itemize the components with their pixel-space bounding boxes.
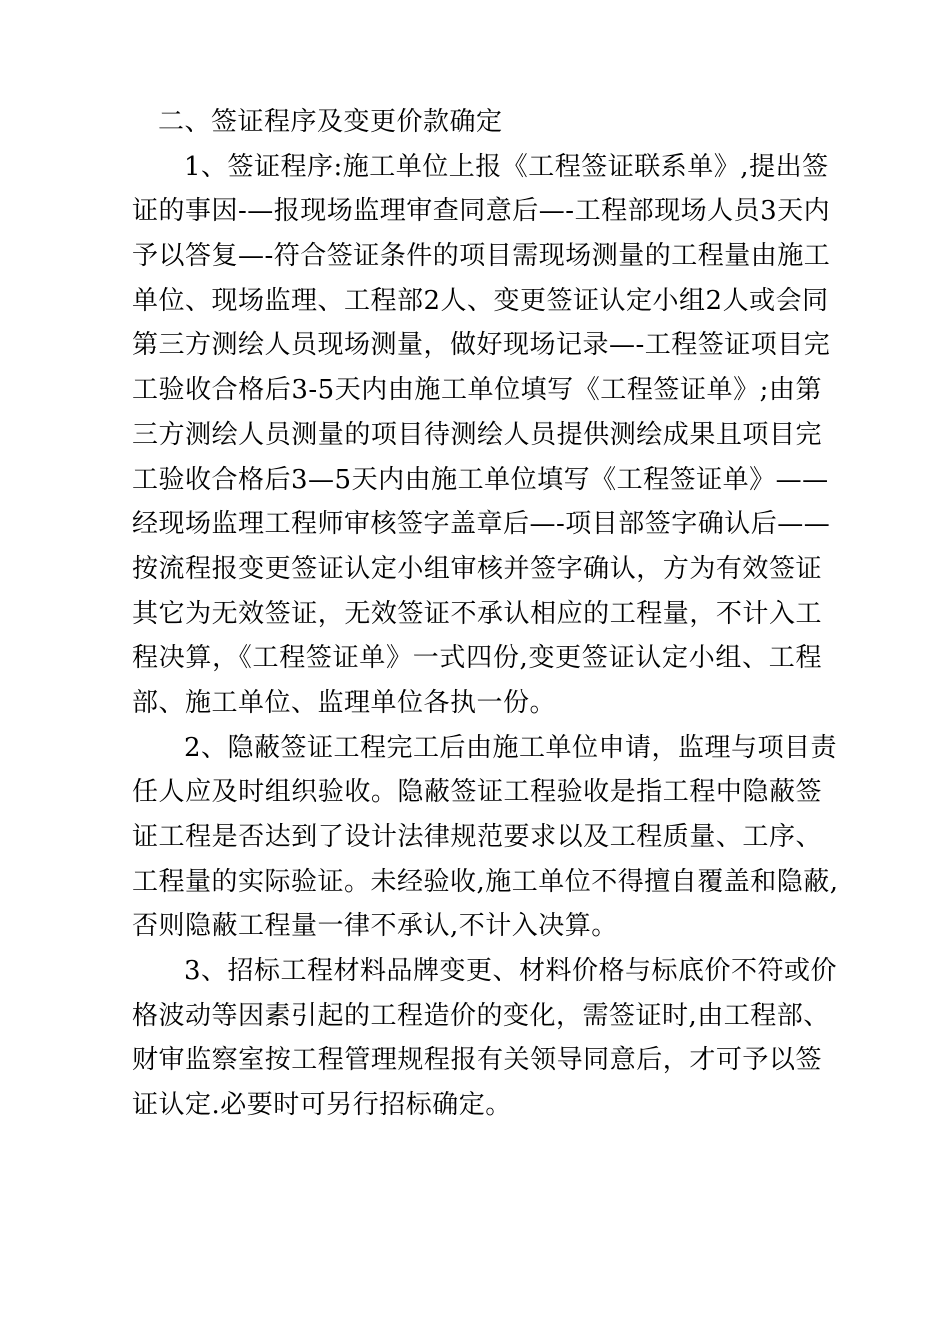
paragraph-line: 单位、现场监理、工程部2人、变更签证认定小组2人或会同 [132, 285, 829, 316]
paragraph-line: 格波动等因素引起的工程造价的变化，需签证时,由工程部、 [132, 1000, 830, 1031]
paragraph-line: 证的事因-—报现场监理审查同意后—-工程部现场人员3天内 [132, 196, 831, 227]
section-heading: 二、签证程序及变更价款确定 [158, 107, 503, 137]
paragraph-line: 按流程报变更签证认定小组审核并签字确认，方为有效签证 [132, 553, 822, 584]
paragraph-line: 任人应及时组织验收。隐蔽签证工程验收是指工程中隐蔽签 [132, 777, 822, 808]
paragraph-line: 工验收合格后3—5天内由施工单位填写《工程签证单》—— [132, 464, 829, 495]
paragraph-line: 证工程是否达到了设计法律规范要求以及工程质量、工序、 [132, 822, 822, 852]
paragraph-line: 三方测绘人员测量的项目待测绘人员提供测绘成果且项目完 [132, 419, 822, 450]
paragraph-line: 部、施工单位、监理单位各执一份。 [132, 687, 557, 718]
paragraph-line: 3、招标工程材料品牌变更、材料价格与标底价不符或价 [184, 956, 838, 987]
paragraph-line: 工验收合格后3-5天内由施工单位填写《工程签证单》;由第 [132, 375, 822, 406]
paragraph-line: 予以答复—-符合签证条件的项目需现场测量的工程量由施工 [132, 241, 831, 272]
paragraph-line: 否则隐蔽工程量一律不承认,不计入决算。 [132, 911, 618, 942]
paragraph-3 [132, 949, 838, 1128]
paragraph-line: 其它为无效签证，无效签证不承认相应的工程量，不计入工 [132, 598, 822, 629]
paragraph-line: 经现场监理工程师审核签字盖章后—-项目部签字确认后—— [132, 509, 831, 540]
paragraph-line: 程决算，《工程签证单》一式四份,变更签证认定小组、工程 [132, 643, 822, 674]
paragraph-line: 2、隐蔽签证工程完工后由施工单位申请，监理与项目责 [184, 732, 838, 763]
paragraph-2 [132, 726, 839, 949]
paragraph-line: 工程量的实际验证。未经验收,施工单位不得擅自覆盖和隐蔽, [132, 866, 839, 897]
document-body [132, 100, 839, 1128]
paragraph-1 [132, 145, 831, 726]
paragraph-line: 第三方测绘人员现场测量，做好现场记录—-工程签证项目完 [132, 330, 831, 361]
paragraph-line: 证认定.必要时可另行招标确定。 [132, 1090, 512, 1121]
paragraph-line: 财审监察室按工程管理规程报有关领导同意后，才可予以签 [132, 1045, 822, 1076]
paragraph-line: 1、签证程序:施工单位上报《工程签证联系单》,提出签 [184, 151, 829, 182]
